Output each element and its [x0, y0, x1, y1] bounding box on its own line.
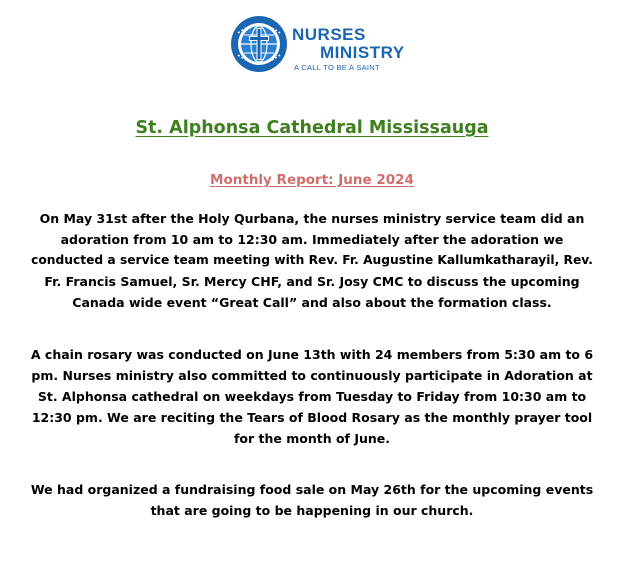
- globe-emblem-icon: [230, 15, 288, 73]
- document-title: St. Alphonsa Cathedral Mississauga: [135, 118, 489, 138]
- paragraph-line: that are going to be happening in our church.: [150, 503, 474, 518]
- paragraph-line: Canada wide event “Great Call” and also about the formation class.: [72, 295, 552, 310]
- paragraph-line: 12:30 pm. We are reciting the Tears of Blood Rosary as the monthly prayer tool: [31, 410, 593, 425]
- paragraph-line: conducted a service team meeting with Rev. Fr. Augustine Kallumkatharayil, Rev.: [31, 253, 593, 267]
- paragraph-line: for the month of June.: [233, 431, 391, 446]
- paragraph-fundraising: [30, 479, 594, 521]
- paragraph-adoration: [30, 208, 594, 313]
- paragraph-line: On May 31st after the Holy Qurbana, the nurses ministry service team did an: [39, 211, 585, 226]
- paragraph-line: We had organized a fundraising food sale on May 26th for the upcoming events: [30, 482, 594, 497]
- paragraph-line: A chain rosary was conducted on June 13th with 24 members from 5:30 am to 6: [30, 347, 594, 362]
- paragraph-line: Fr. Francis Samuel, Sr. Mercy CHF, and Sr. Josy CMC to discuss the upcoming: [44, 274, 580, 289]
- paragraph-line: St. Alphonsa cathedral on weekdays from Tuesday to Friday from 10:30 am to: [37, 389, 587, 404]
- logo-tagline: A CALL TO BE A SAINT: [294, 63, 380, 72]
- paragraph-rosary: [30, 344, 594, 449]
- nurses-ministry-logo: [230, 12, 405, 80]
- logo-wordmark-line2: MINISTRY: [320, 43, 405, 62]
- logo-wordmark-line1: NURSES: [292, 25, 366, 44]
- report-subtitle: Monthly Report: June 2024: [210, 172, 414, 188]
- paragraph-line: adoration from 10 am to 12:30 am. Immediately after the adoration we: [60, 232, 564, 247]
- paragraph-line: pm. Nurses ministry also committed to continuously participate in Adoration at: [31, 368, 593, 383]
